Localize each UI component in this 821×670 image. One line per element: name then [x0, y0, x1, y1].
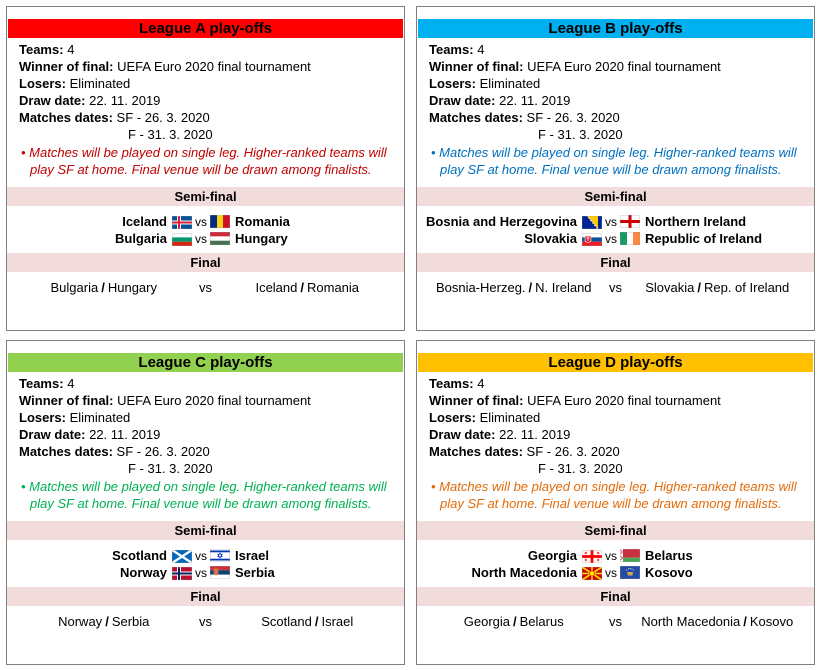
- israel-flag-icon: [210, 549, 230, 562]
- matches-dates-row: [19, 109, 392, 126]
- teams-value: 4: [67, 42, 75, 57]
- slash-separator: /: [300, 279, 304, 295]
- bosnia-flag-icon: [582, 216, 602, 229]
- final-right-team-2: Israel: [321, 613, 354, 629]
- semi-final-header: Semi-final: [7, 521, 404, 540]
- scotland-flag-icon: [172, 550, 192, 563]
- winner-label: Winner of final:: [19, 59, 114, 74]
- draw-date-value: 22. 11. 2019: [89, 93, 161, 108]
- winner-value: UEFA Euro 2020 final tournament: [527, 59, 721, 74]
- final-right-team-2: Rep. of Ireland: [703, 279, 790, 295]
- away-team: Israel: [235, 548, 269, 563]
- winner-value: UEFA Euro 2020 final tournament: [527, 393, 721, 408]
- league-c-panel: [6, 340, 405, 665]
- final-right-team-1: Scotland: [261, 613, 312, 629]
- slash-separator: /: [697, 279, 701, 295]
- draw-date-label: Draw date:: [19, 427, 86, 442]
- semi-final-header: Semi-final: [417, 187, 814, 206]
- final-right-side: [631, 280, 805, 295]
- final-header: Final: [7, 587, 404, 606]
- vs-label: vs: [195, 548, 207, 563]
- draw-date-value: 22. 11. 2019: [499, 93, 571, 108]
- note-line-2: play SF at home. Final venue will be drawn among finalists.: [440, 496, 782, 511]
- note-line-2: play SF at home. Final venue will be drawn among finalists.: [30, 496, 372, 511]
- final-left-side: [427, 280, 601, 295]
- winner-label: Winner of final:: [19, 393, 114, 408]
- final-left-side: [17, 280, 191, 295]
- georgia-flag-icon: [582, 550, 602, 563]
- final-right-side: [221, 614, 395, 629]
- slash-separator: /: [105, 613, 109, 629]
- ireland-flag-icon: [620, 232, 640, 245]
- note-text: [19, 478, 392, 512]
- teams-row: [429, 375, 802, 392]
- bulgaria-flag-icon: [172, 233, 192, 246]
- losers-row: [19, 409, 392, 426]
- away-team: Hungary: [235, 231, 288, 246]
- final-left-side: [17, 614, 191, 629]
- matches-dates-row: [429, 109, 802, 126]
- home-team: Bosnia and Herzegovina: [426, 214, 577, 229]
- vs-label: vs: [605, 214, 617, 229]
- losers-value: Eliminated: [479, 410, 541, 425]
- final-right-side: [631, 614, 805, 629]
- final-left-team-2: Hungary: [107, 279, 157, 295]
- semi-final-matches: [417, 540, 814, 587]
- semi-final-match: [417, 213, 814, 230]
- semi-final-match: [7, 213, 404, 230]
- note-line-1: • Matches will be played on single leg. Higher-ranked teams will: [431, 145, 797, 160]
- final-left-team-1: Norway: [58, 613, 103, 629]
- kosovo-flag-icon: [620, 566, 640, 579]
- league-info: [417, 372, 814, 512]
- winner-value: UEFA Euro 2020 final tournament: [117, 59, 311, 74]
- final-right-team-2: Kosovo: [749, 613, 794, 629]
- final-vs: vs: [609, 613, 622, 629]
- matches-dates-label: Matches dates:: [429, 444, 523, 459]
- slash-separator: /: [513, 613, 517, 629]
- final-date-value: F - 31. 3. 2020: [128, 127, 213, 142]
- league-b-panel: [416, 6, 815, 331]
- final-left-team-1: Bulgaria: [50, 279, 99, 295]
- note-line-2: play SF at home. Final venue will be drawn among finalists.: [440, 162, 782, 177]
- league-title: League B play-offs: [418, 19, 813, 38]
- draw-date-row: [19, 426, 392, 443]
- final-right-side: [221, 280, 395, 295]
- final-left-team-1: Georgia: [463, 613, 511, 629]
- winner-row: [429, 58, 802, 75]
- sf-date-value: SF - 26. 3. 2020: [526, 444, 620, 459]
- final-left-team-2: Belarus: [519, 613, 564, 629]
- norway-flag-icon: [172, 567, 192, 580]
- teams-label: Teams:: [19, 42, 64, 57]
- winner-row: [429, 392, 802, 409]
- matches-dates-label: Matches dates:: [429, 110, 523, 125]
- away-team: Romania: [235, 214, 290, 229]
- losers-label: Losers:: [429, 410, 476, 425]
- winner-row: [19, 58, 392, 75]
- iceland-flag-icon: [172, 216, 192, 229]
- matches-dates-row: [19, 443, 392, 460]
- teams-row: [19, 41, 392, 58]
- final-matchup: [7, 606, 404, 636]
- final-date-value: F - 31. 3. 2020: [538, 127, 623, 142]
- away-team: Northern Ireland: [645, 214, 747, 229]
- draw-date-label: Draw date:: [429, 427, 496, 442]
- draw-date-row: [429, 426, 802, 443]
- losers-value: Eliminated: [479, 76, 541, 91]
- final-header: Final: [7, 253, 404, 272]
- league-info: [7, 38, 404, 178]
- vs-label: vs: [195, 231, 207, 246]
- serbia-flag-icon: [210, 566, 230, 579]
- vs-label: vs: [605, 565, 617, 580]
- vs-label: vs: [605, 548, 617, 563]
- home-team: Slovakia: [524, 231, 577, 246]
- final-date-row: [429, 460, 802, 477]
- romania-flag-icon: [210, 215, 230, 228]
- teams-value: 4: [477, 376, 485, 391]
- vs-label: vs: [195, 214, 207, 229]
- losers-row: [429, 75, 802, 92]
- teams-label: Teams:: [429, 376, 474, 391]
- belarus-flag-icon: [620, 549, 640, 562]
- league-title: League A play-offs: [8, 19, 403, 38]
- away-team: Serbia: [235, 565, 275, 580]
- home-team: Scotland: [112, 548, 167, 563]
- losers-label: Losers:: [19, 76, 66, 91]
- semi-final-match: [7, 547, 404, 564]
- final-date-row: [19, 460, 392, 477]
- losers-label: Losers:: [429, 76, 476, 91]
- final-date-value: F - 31. 3. 2020: [128, 461, 213, 476]
- semi-final-matches: [7, 540, 404, 587]
- winner-row: [19, 392, 392, 409]
- note-text: [19, 144, 392, 178]
- teams-row: [19, 375, 392, 392]
- final-matchup: [417, 272, 814, 302]
- final-header: Final: [417, 253, 814, 272]
- teams-value: 4: [67, 376, 75, 391]
- semi-final-match: [7, 230, 404, 247]
- vs-label: vs: [195, 565, 207, 580]
- final-left-side: [427, 614, 601, 629]
- home-team: Norway: [120, 565, 167, 580]
- league-title: League D play-offs: [418, 353, 813, 372]
- slash-separator: /: [743, 613, 747, 629]
- note-line-1: • Matches will be played on single leg. Higher-ranked teams will: [21, 479, 387, 494]
- semi-final-matches: [417, 206, 814, 253]
- northern-ireland-flag-icon: [620, 215, 640, 228]
- final-date-row: [429, 126, 802, 143]
- sf-date-value: SF - 26. 3. 2020: [116, 110, 210, 125]
- losers-row: [19, 75, 392, 92]
- semi-final-header: Semi-final: [7, 187, 404, 206]
- final-matchup: [7, 272, 404, 302]
- away-team: Republic of Ireland: [645, 231, 763, 246]
- league-title: League C play-offs: [8, 353, 403, 372]
- sf-date-value: SF - 26. 3. 2020: [526, 110, 620, 125]
- league-info: [417, 38, 814, 178]
- draw-date-label: Draw date:: [429, 93, 496, 108]
- losers-row: [429, 409, 802, 426]
- final-left-team-1: Bosnia-Herzeg.: [435, 279, 526, 295]
- note-line-1: • Matches will be played on single leg. Higher-ranked teams will: [431, 479, 797, 494]
- hungary-flag-icon: [210, 232, 230, 245]
- teams-value: 4: [477, 42, 485, 57]
- losers-value: Eliminated: [69, 76, 131, 91]
- draw-date-value: 22. 11. 2019: [89, 427, 161, 442]
- final-right-team-1: Slovakia: [645, 279, 695, 295]
- final-matchup: [417, 606, 814, 636]
- semi-final-match: [7, 564, 404, 581]
- draw-date-value: 22. 11. 2019: [499, 427, 571, 442]
- final-header: Final: [417, 587, 814, 606]
- final-date-row: [19, 126, 392, 143]
- league-a-panel: [6, 6, 405, 331]
- winner-label: Winner of final:: [429, 59, 524, 74]
- league-info: [7, 372, 404, 512]
- slash-separator: /: [101, 279, 105, 295]
- losers-value: Eliminated: [69, 410, 131, 425]
- note-line-2: play SF at home. Final venue will be drawn among finalists.: [30, 162, 372, 177]
- semi-final-header: Semi-final: [417, 521, 814, 540]
- home-team: Iceland: [122, 214, 167, 229]
- final-left-team-2: Serbia: [111, 613, 150, 629]
- note-text: [429, 478, 802, 512]
- semi-final-match: [417, 230, 814, 247]
- final-vs: vs: [199, 279, 212, 295]
- matches-dates-label: Matches dates:: [19, 110, 113, 125]
- final-right-team-1: North Macedonia: [641, 613, 741, 629]
- final-right-team-2: Romania: [307, 279, 360, 295]
- semi-final-match: [417, 547, 814, 564]
- home-team: Bulgaria: [114, 231, 167, 246]
- losers-label: Losers:: [19, 410, 66, 425]
- final-date-value: F - 31. 3. 2020: [538, 461, 623, 476]
- matches-dates-row: [429, 443, 802, 460]
- semi-final-match: [417, 564, 814, 581]
- slash-separator: /: [528, 279, 533, 295]
- teams-label: Teams:: [19, 376, 64, 391]
- semi-final-matches: [7, 206, 404, 253]
- final-left-team-2: N. Ireland: [535, 279, 592, 295]
- slash-separator: /: [314, 613, 319, 629]
- final-vs: vs: [609, 279, 622, 295]
- league-d-panel: [416, 340, 815, 665]
- vs-label: vs: [605, 231, 617, 246]
- away-team: Belarus: [645, 548, 693, 563]
- draw-date-label: Draw date:: [19, 93, 86, 108]
- final-vs: vs: [199, 613, 212, 629]
- winner-label: Winner of final:: [429, 393, 524, 408]
- winner-value: UEFA Euro 2020 final tournament: [117, 393, 311, 408]
- away-team: Kosovo: [645, 565, 693, 580]
- matches-dates-label: Matches dates:: [19, 444, 113, 459]
- note-text: [429, 144, 802, 178]
- teams-label: Teams:: [429, 42, 474, 57]
- teams-row: [429, 41, 802, 58]
- final-right-team-1: Iceland: [255, 279, 298, 295]
- home-team: Georgia: [527, 548, 577, 563]
- slovakia-flag-icon: [582, 233, 602, 246]
- draw-date-row: [19, 92, 392, 109]
- sf-date-value: SF - 26. 3. 2020: [116, 444, 210, 459]
- home-team: North Macedonia: [471, 565, 577, 580]
- north-macedonia-flag-icon: [582, 567, 602, 580]
- draw-date-row: [429, 92, 802, 109]
- note-line-1: • Matches will be played on single leg. Higher-ranked teams will: [21, 145, 387, 160]
